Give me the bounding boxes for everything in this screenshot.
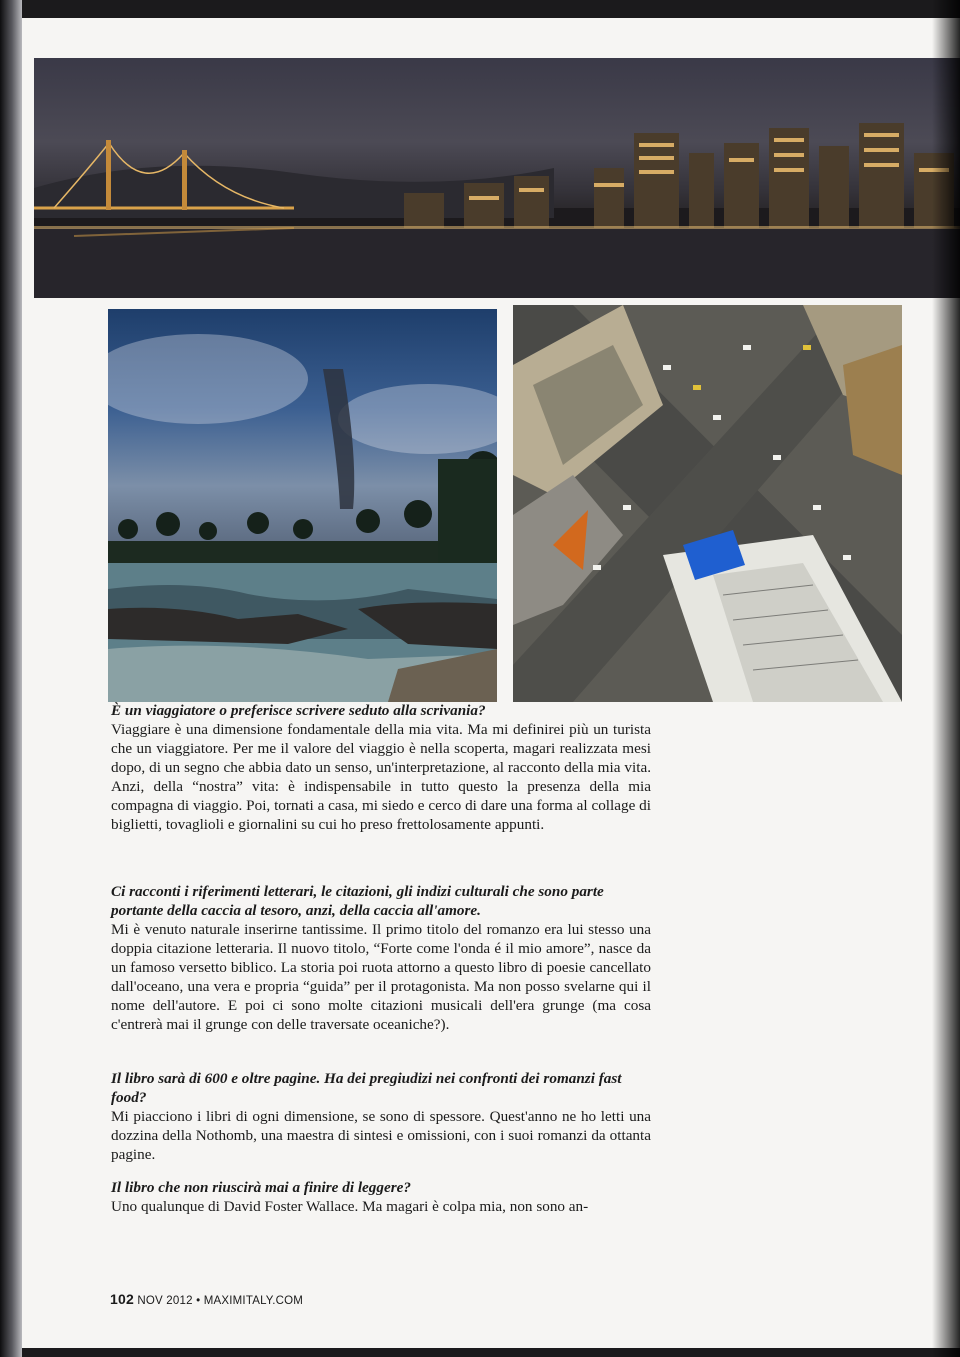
- answer-1: Viaggiare è una dimensione fondamentale della mia vita. Ma mi definirei più un turista che un viaggiatore. Per me il valore del viaggio è nella scoperta, magari realizzata mesi dopo, di un segno che abbia dato un senso, un'interpretazione, al racconto della mia vita. Anzi, della “nostra” vita: è indispensabile in tutto questo la presenza della mia compagna di viaggio. Poi, tornati a casa, mi siedo e cerco di dare una forma al collage di biglietti, tovaglioli e giornalini su cui ho preso frettolosamente appunti.: [111, 721, 651, 833]
- night-skyline-photo: [34, 58, 960, 298]
- waterspout-photo: [108, 309, 497, 702]
- question-4: Il libro che non riuscirà mai a finire di leggere?: [111, 1179, 411, 1196]
- issue-date: NOV 2012: [137, 1295, 193, 1307]
- page-edge-shadow: [932, 0, 960, 1357]
- qa-block-2: [111, 882, 651, 1034]
- page-number: 102: [110, 1291, 134, 1307]
- aerial-illustration: [513, 305, 902, 702]
- answer-3: Mi piacciono i libri di ogni dimensione, se sono di spessore. Quest'anno ne ho letti una dozzina della Nothomb, una maestra di sintesi e omissioni, con i suoi romanzi da ottanta pagine.: [111, 1108, 651, 1163]
- aerial-intersection-photo: [513, 305, 902, 702]
- question-3: Il libro sarà di 600 e oltre pagine. Ha dei pregiudizi nei confronti dei romanzi fast food?: [111, 1070, 622, 1106]
- question-1: È un viaggiatore o preferisce scrivere seduto alla scrivania?: [111, 702, 486, 719]
- page-gutter-shadow: [0, 0, 22, 1357]
- answer-4: Uno qualunque di David Foster Wallace. Ma magari è colpa mia, non sono an-: [111, 1198, 589, 1215]
- magazine-page: [22, 18, 960, 1348]
- skyline-illustration: [34, 58, 960, 298]
- footer-bullet: •: [196, 1295, 201, 1307]
- question-2: Ci racconti i riferimenti letterari, le citazioni, gli indizi culturali che sono parte portante della caccia al tesoro, anzi, della caccia all'amore.: [111, 883, 604, 919]
- waterspout-illustration: [108, 309, 497, 702]
- page-footer: [110, 1291, 303, 1307]
- qa-block-1: [111, 701, 651, 834]
- site-name: MAXIMITALY.COM: [203, 1295, 304, 1307]
- qa-block-4: [111, 1178, 651, 1216]
- qa-block-3: [111, 1069, 651, 1164]
- answer-2: Mi è venuto naturale inserirne tantissime. Il primo titolo del romanzo era lui stesso una doppia citazione letteraria. Il nuovo titolo, “Forte come l'onda é il mio amore”, nasce da un famoso versetto biblico. La storia poi ruota attorno a questo libro di poesie cancellato dall'oceano, una vera e propria “guida” per il protagonista. Ma non posso svelarne qui il nome dell'autore. E poi ci sono molte citazioni musicali dell'era grunge (ma cosa c'entrerà mai il grunge con delle traversate oceaniche?).: [111, 921, 651, 1033]
